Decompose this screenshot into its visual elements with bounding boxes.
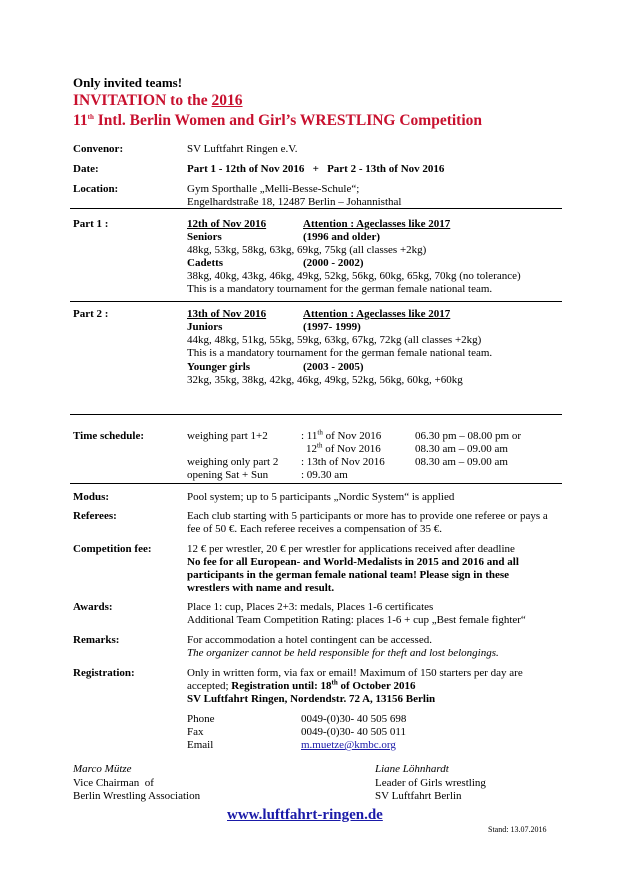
- registration-line2: [187, 680, 415, 693]
- part1-attention: Attention : Ageclasses like 2017: [303, 218, 451, 230]
- registration-label: Registration:: [73, 667, 135, 679]
- referees-line1: Each club starting with 5 participants or more has to provide one referee or pays a: [187, 510, 548, 522]
- awards-line2: Additional Team Competition Rating: places 1-6 + cup „Best female fighter“: [187, 614, 526, 626]
- signatory-left-role1: Vice Chairman of: [73, 777, 154, 789]
- convenor-value: SV Luftfahrt Ringen e.V.: [187, 143, 298, 155]
- phone-value: 0049-(0)30- 40 505 698: [301, 713, 407, 725]
- r2-date-rest: of Nov 2016: [322, 443, 381, 455]
- r2-date-sup: th: [317, 441, 323, 450]
- schedule-label: Time schedule:: [73, 430, 144, 442]
- title-sup: th: [87, 112, 94, 121]
- location-line2: Engelhardstraße 18, 12487 Berlin – Johannisthal: [187, 196, 402, 208]
- juniors-label: Juniors: [187, 321, 223, 333]
- r1-date-num: : 11: [301, 430, 318, 442]
- invited-note: Only invited teams!: [73, 75, 183, 90]
- signatory-right-name: Liane Löhnhardt: [375, 763, 449, 775]
- cadetts-weights: 38kg, 40kg, 43kg, 46kg, 49kg, 52kg, 56kg, 60kg, 65kg, 70kg (no tolerance): [187, 270, 521, 282]
- fee-label: Competition fee:: [73, 543, 152, 555]
- referees-label: Referees:: [73, 510, 117, 522]
- schedule-r2-time: 08.30 am – 09.00 am: [415, 443, 508, 455]
- deadline-pre: Registration until: 18: [231, 680, 332, 692]
- divider: [70, 301, 562, 302]
- date-value: Part 1 - 12th of Nov 2016 + Part 2 - 13th of Nov 2016: [187, 163, 445, 175]
- deadline-post: of October 2016: [337, 680, 416, 692]
- divider: [70, 208, 562, 209]
- fee-line1: 12 € per wrestler, 20 € per wrestler for applications received after deadline: [187, 543, 515, 555]
- juniors-weights: 44kg, 48kg, 51kg, 55kg, 59kg, 63kg, 67kg, 72kg (all classes +2kg): [187, 334, 482, 346]
- email-link[interactable]: m.muetze@kmbc.org: [301, 739, 396, 751]
- schedule-r2-date: [306, 443, 381, 456]
- awards-label: Awards:: [73, 601, 113, 613]
- deadline-sup: th: [331, 678, 338, 687]
- signatory-right-role2: SV Luftfahrt Berlin: [375, 790, 462, 802]
- location-label: Location:: [73, 183, 119, 195]
- r1-date-sup: th: [317, 428, 323, 437]
- date-label: Date:: [73, 163, 99, 175]
- invitation-heading: [73, 92, 243, 110]
- registration-address: SV Luftfahrt Ringen, Nordendstr. 72 A, 13156 Berlin: [187, 693, 436, 705]
- schedule-r3-event: weighing only part 2: [187, 456, 279, 468]
- r1-date-rest: of Nov 2016: [322, 430, 382, 442]
- phone-label: Phone: [187, 713, 215, 725]
- registration-accepted: accepted;: [187, 680, 232, 692]
- part2-attention: Attention : Ageclasses like 2017: [303, 308, 451, 320]
- fee-line4: wrestlers with name and result.: [187, 582, 335, 594]
- registration-deadline: [231, 680, 415, 692]
- remarks-label: Remarks:: [73, 634, 120, 646]
- part2-date: 13th of Nov 2016: [187, 308, 267, 320]
- seniors-weights: 48kg, 53kg, 58kg, 63kg, 69kg, 75kg (all classes +2kg): [187, 244, 427, 256]
- title-rest: Intl. Berlin Women and Girl’s WRESTLING Competition: [93, 112, 483, 129]
- schedule-r4-time: : 09.30 am: [301, 469, 348, 481]
- part2-label: Part 2 :: [73, 308, 109, 320]
- modus-label: Modus:: [73, 491, 110, 503]
- signatory-left-name: Marco Mütze: [73, 763, 132, 775]
- younger-years: (2003 - 2005): [303, 361, 364, 373]
- fax-label: Fax: [187, 726, 204, 738]
- location-line1: Gym Sporthalle „Melli-Besse-Schule“;: [187, 183, 360, 195]
- registration-line1: Only in written form, via fax or email! Maximum of 150 starters per day are: [187, 667, 523, 679]
- juniors-years: (1997- 1999): [303, 321, 361, 333]
- signatory-right-role1: Leader of Girls wrestling: [375, 777, 486, 789]
- remarks-line2: The organizer cannot be held responsible for theft and lost belongings.: [187, 647, 499, 659]
- r2-date-num: 12: [306, 443, 317, 455]
- modus-value: Pool system; up to 5 participants „Nordic System“ is applied: [187, 491, 455, 503]
- part1-label: Part 1 :: [73, 218, 109, 230]
- seniors-years: (1996 and older): [303, 231, 380, 243]
- part2-note: This is a mandatory tournament for the german female national team.: [187, 347, 493, 359]
- part1-note: This is a mandatory tournament for the german female national team.: [187, 283, 493, 295]
- younger-weights: 32kg, 35kg, 38kg, 42kg, 46kg, 49kg, 52kg, 56kg, 60kg, +60kg: [187, 374, 463, 386]
- fee-line3: participants in the german female national team! Please sign in these: [187, 569, 510, 581]
- remarks-line1: For accommodation a hotel contingent can be accessed.: [187, 634, 432, 646]
- younger-label: Younger girls: [187, 361, 251, 373]
- email-label: Email: [187, 739, 214, 751]
- invitation-year: 2016: [211, 92, 243, 109]
- competition-title: [73, 112, 482, 130]
- stand-date: Stand: 13.07.2016: [488, 825, 547, 834]
- divider: [70, 483, 562, 484]
- schedule-r1-date: [301, 430, 381, 443]
- part1-date: 12th of Nov 2016: [187, 218, 267, 230]
- convenor-label: Convenor:: [73, 143, 124, 155]
- signatory-left-role2: Berlin Wrestling Association: [73, 790, 201, 802]
- title-num: 11: [73, 112, 88, 129]
- website-link[interactable]: www.luftfahrt-ringen.de: [227, 807, 383, 823]
- invitation-prefix: INVITATION to the: [73, 92, 212, 109]
- schedule-r3-date: : 13th of Nov 2016: [301, 456, 385, 468]
- schedule-r4-event: opening Sat + Sun: [187, 469, 269, 481]
- referees-line2: fee of 50 €. Each referee receives a compensation of 35 €.: [187, 523, 443, 535]
- awards-line1: Place 1: cup, Places 2+3: medals, Places 1-6 certificates: [187, 601, 434, 613]
- schedule-r1-time: 06.30 pm – 08.00 pm or: [415, 430, 522, 442]
- fax-value: 0049-(0)30- 40 505 011: [301, 726, 406, 738]
- cadetts-label: Cadetts: [187, 257, 224, 269]
- schedule-r3-time: 08.30 am – 09.00 am: [415, 456, 508, 468]
- fee-line2: No fee for all European- and World-Medalists in 2015 and 2016 and all: [187, 556, 519, 568]
- schedule-r1-event: weighing part 1+2: [187, 430, 268, 442]
- divider: [70, 414, 562, 415]
- seniors-label: Seniors: [187, 231, 222, 243]
- cadetts-years: (2000 - 2002): [303, 257, 364, 269]
